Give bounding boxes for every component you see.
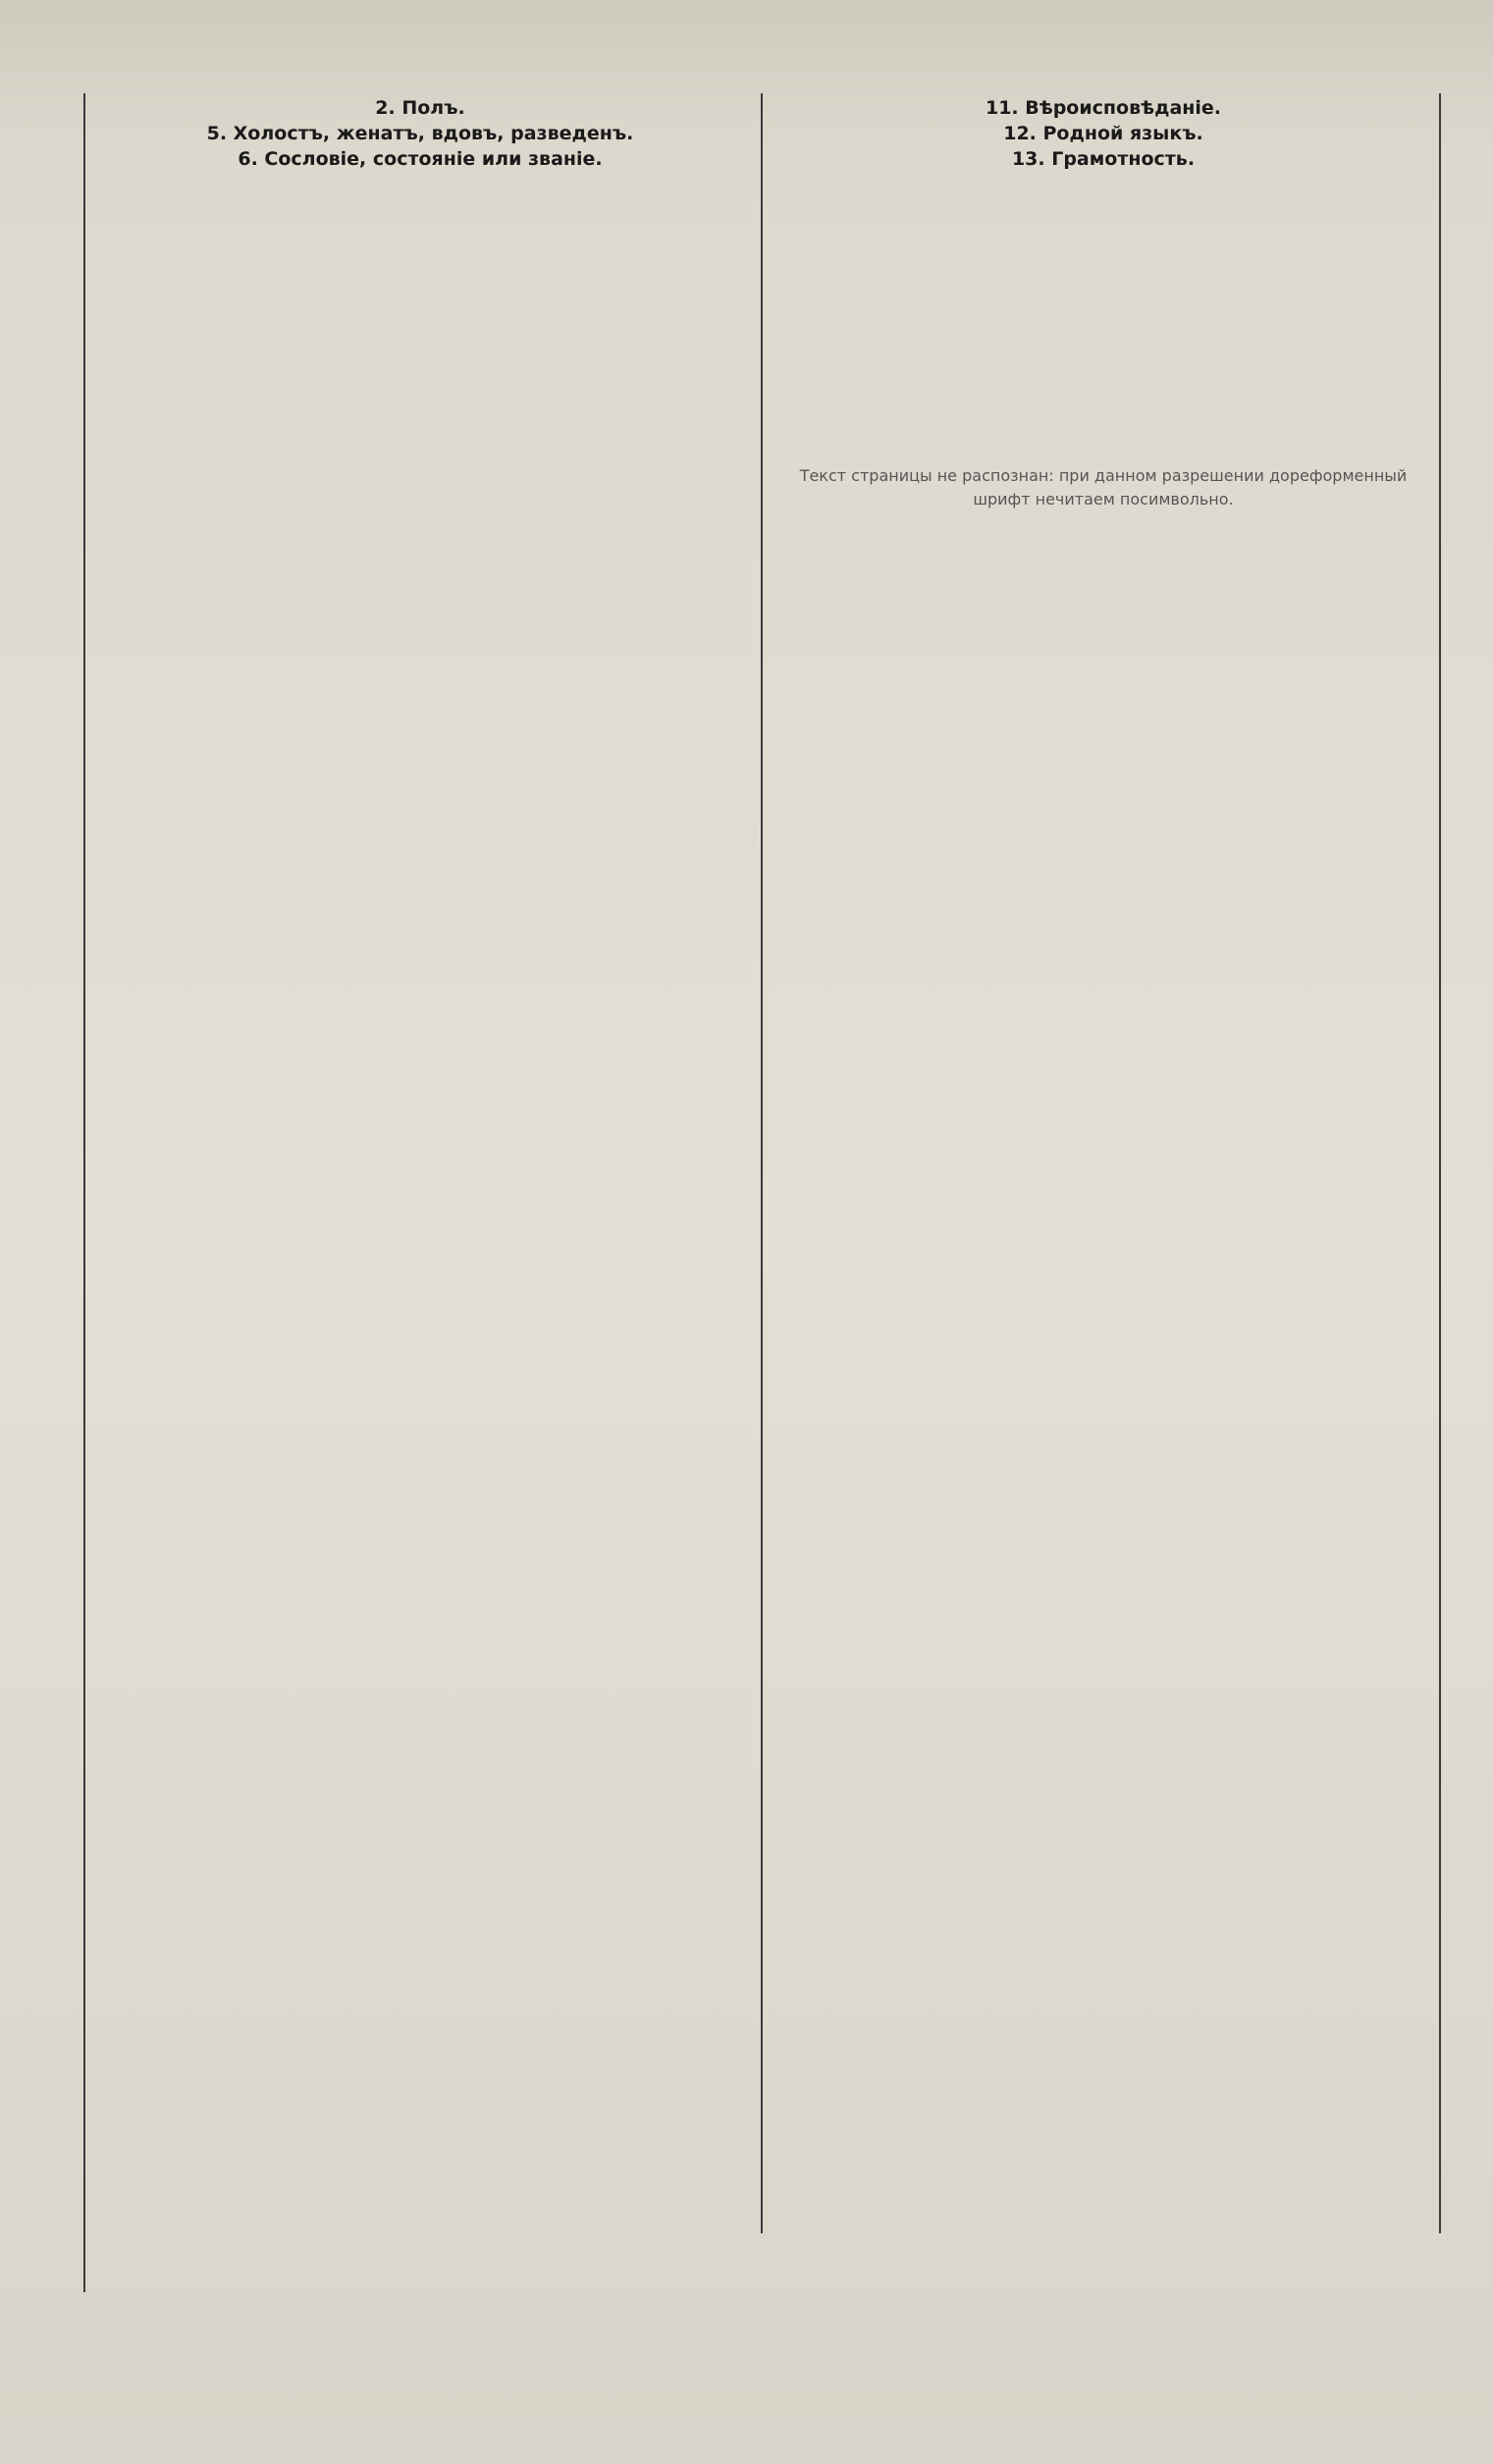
section-heading: 11. Вѣроисповѣданіе.	[985, 97, 1222, 119]
column-rule-right	[1439, 93, 1441, 2233]
section-heading: 13. Грамотность.	[1011, 148, 1196, 170]
section-heading: 6. Сословіе, состояніе или званіе.	[238, 148, 603, 170]
section-heading: 12. Родной языкъ.	[1003, 123, 1203, 144]
column-rule-middle	[761, 93, 763, 2233]
column-rule-left	[83, 93, 85, 2292]
left-column	[96, 93, 744, 174]
right-column	[775, 93, 1431, 511]
transcription-notice: Текст страницы не распознан: при данном разрешении дореформенный шрифт нечитаем посимвольно.	[799, 466, 1408, 509]
section-heading: 5. Холостъ, женатъ, вдовъ, разведенъ.	[206, 123, 634, 144]
section-heading: 2. Полъ.	[375, 97, 465, 119]
